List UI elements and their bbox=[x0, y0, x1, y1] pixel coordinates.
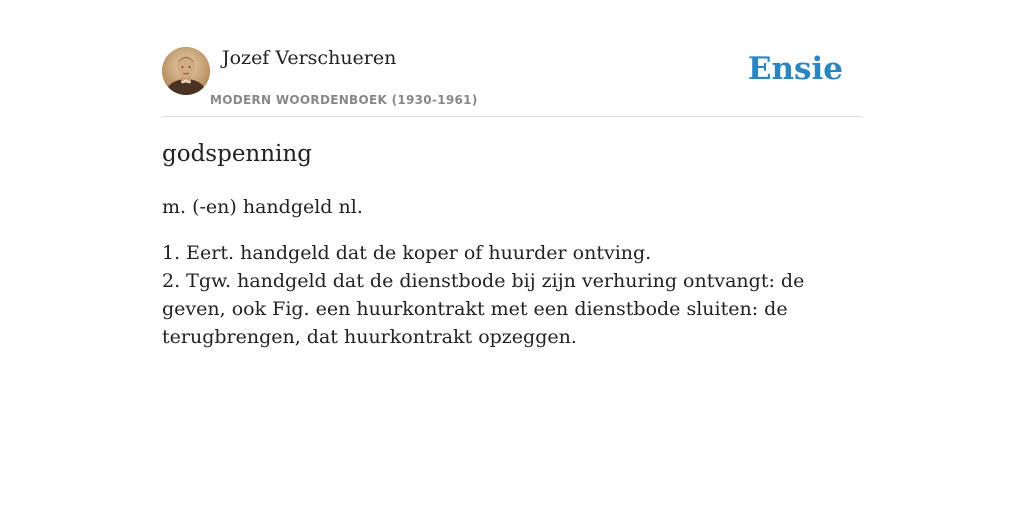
definition-item: 1. Eert. handgeld dat de koper of huurder ontving. bbox=[162, 242, 652, 264]
entry-grammar: m. (-en) handgeld nl. bbox=[162, 196, 363, 218]
definition-list bbox=[162, 239, 862, 351]
author-name[interactable]: Jozef Verschueren bbox=[222, 47, 397, 69]
entry-term: godspenning bbox=[162, 141, 312, 167]
definition-item: 2. Tgw. handgeld dat de dienstbode bij zijn verhuring ontvangt: de geven, ook Fig. een huurkontrakt met een dienstbode sluiten: de terugbrengen, dat huurkontrakt opzeggen. bbox=[162, 270, 805, 348]
entry-card bbox=[162, 0, 862, 512]
author-avatar[interactable] bbox=[162, 47, 210, 95]
brand-logo[interactable]: Ensie bbox=[747, 51, 843, 87]
portrait-icon bbox=[162, 47, 210, 95]
entry-header bbox=[162, 0, 862, 117]
source-label[interactable]: MODERN WOORDENBOEK (1930-1961) bbox=[210, 93, 478, 107]
